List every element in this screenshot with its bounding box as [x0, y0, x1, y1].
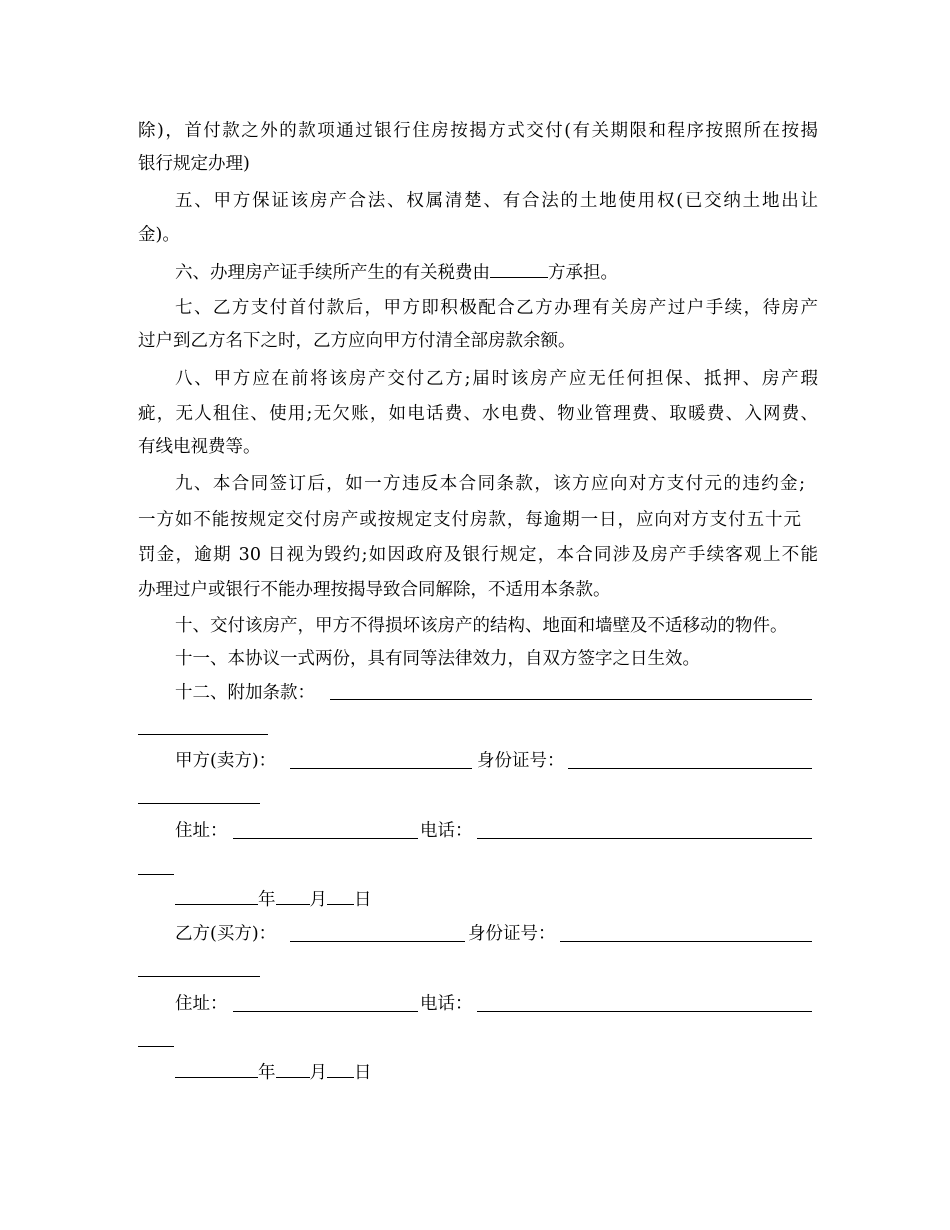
clause-6: 六、办理房产证手续所产生的有关税费由 方承担。 — [175, 260, 855, 285]
clause-9-cont: 一方如不能按规定交付房产或按规定支付房款，每逾期一日，应向对方支付五十元 — [138, 510, 801, 530]
id-number-label: 身份证号： — [477, 751, 565, 771]
blank-line — [330, 699, 812, 700]
clause-5: 五、甲方保证该房产合法、权属清楚、有合法的土地使用权(已交纳土地出让 — [175, 191, 818, 211]
blank-line — [490, 260, 548, 278]
clause-9: 九、本合同签订后，如一方违反本合同条款，该方应向对方支付元的违约金; — [175, 474, 805, 494]
clause-8: 八、甲方应在前将该房产交付乙方;届时该房产应无任何担保、抵押、房产瑕 — [175, 369, 818, 389]
blank-line — [477, 838, 812, 839]
blank-line — [568, 768, 812, 769]
clause-7: 七、乙方支付首付款后，甲方即积极配合乙方办理有关房产过户手续，待房产 — [175, 298, 818, 318]
blank-line — [233, 1011, 418, 1012]
clause-9-cont: 罚金，逾期 30 日视为毁约;如因政府及银行规定，本合同涉及房产手续客观上不能 — [138, 545, 818, 565]
clause-5-cont: 金)。 — [138, 225, 180, 245]
clause-11: 十一、本协议一式两份，具有同等法律效力，自双方签字之日生效。 — [175, 649, 700, 669]
party-a-label: 甲方(卖方)： — [175, 751, 277, 771]
blank-line — [138, 803, 260, 804]
blank-line — [138, 1046, 174, 1047]
blank-line — [138, 874, 174, 875]
blank-line — [276, 887, 310, 905]
blank-line — [175, 1060, 258, 1078]
blank-line — [276, 1060, 310, 1078]
address-label: 住址： — [175, 821, 228, 841]
clause-9-cont: 办理过户或银行不能办理按揭导致合同解除，不适用本条款。 — [138, 580, 611, 600]
blank-line — [138, 976, 260, 977]
blank-line — [560, 941, 812, 942]
blank-line — [138, 734, 268, 735]
blank-line — [327, 1060, 354, 1078]
paragraph-line: 除)，首付款之外的款项通过银行住房按揭方式交付(有关期限和程序按照所在按揭 — [138, 121, 818, 141]
blank-line — [327, 887, 354, 905]
address-label: 住址： — [175, 994, 228, 1014]
clause-7-cont: 过户到乙方名下之时，乙方应向甲方付清全部房款余额。 — [138, 331, 576, 351]
party-b-label: 乙方(买方)： — [175, 924, 277, 944]
blank-line — [290, 941, 465, 942]
id-number-label: 身份证号： — [468, 924, 556, 944]
phone-label: 电话： — [420, 821, 473, 841]
clause-10: 十、交付该房产，甲方不得损坏该房产的结构、地面和墙壁及不适移动的物件。 — [175, 616, 788, 636]
phone-label: 电话： — [420, 994, 473, 1014]
blank-line — [233, 838, 418, 839]
clause-8-cont: 有线电视费等。 — [138, 437, 261, 457]
blank-line — [175, 887, 258, 905]
blank-line — [290, 768, 472, 769]
clause-12: 十二、附加条款： — [175, 683, 315, 703]
date-line: 年 月 日 — [175, 887, 855, 912]
blank-line — [477, 1011, 812, 1012]
date-line: 年 月 日 — [175, 1060, 855, 1085]
clause-8-cont: 疵，无人租住、使用;无欠账，如电话费、水电费、物业管理费、取暖费、入网费、 — [138, 404, 818, 424]
paragraph-line: 银行规定办理) — [138, 154, 250, 174]
